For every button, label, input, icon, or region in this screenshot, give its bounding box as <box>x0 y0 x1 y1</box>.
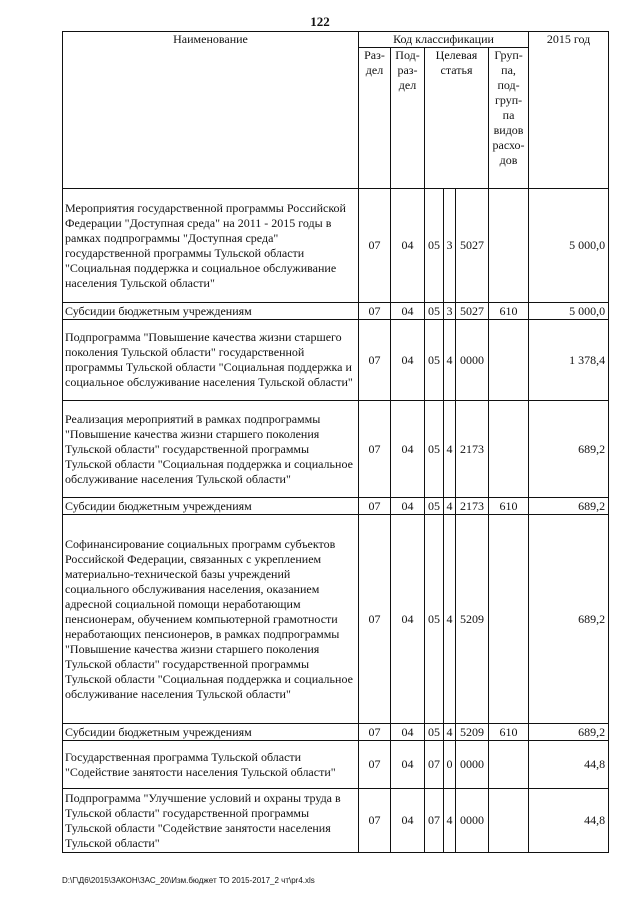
row-amount: 5 000,0 <box>529 189 609 303</box>
row-target-program: 05 <box>425 724 444 741</box>
row-name: Мероприятия государственной программы Российской Федерации "Доступная среда" на 2011 - 2015 годы в рамках подпрограммы "Доступная среда" государственной программы Тульской области "Социальная поддержка и социальное обслуживание населения Тульской области" <box>63 189 359 303</box>
row-target-subprogram: 4 <box>444 498 456 515</box>
table-row <box>63 741 609 789</box>
table-row <box>63 401 609 498</box>
row-target-subprogram: 3 <box>444 303 456 320</box>
header-podrazdel: Под- раз- дел <box>391 48 425 189</box>
row-razdel: 07 <box>359 515 391 724</box>
row-razdel: 07 <box>359 320 391 401</box>
file-path-footer: D:\Г\Д6\2015\ЗАКОН\ЗАС_20\Изм.бюджет ТО 2015-2017_2 чт\pr4.xls <box>62 876 315 885</box>
row-name: Субсидии бюджетным учреждениям <box>63 498 359 515</box>
row-amount: 689,2 <box>529 498 609 515</box>
row-target-subprogram: 4 <box>444 320 456 401</box>
row-name: Государственная программа Тульской области "Содействие занятости населения Тульской области" <box>63 741 359 789</box>
row-razdel: 07 <box>359 724 391 741</box>
row-expense-group: 610 <box>489 498 529 515</box>
row-podrazdel: 04 <box>391 320 425 401</box>
row-target-direction: 0000 <box>456 320 489 401</box>
row-amount: 689,2 <box>529 515 609 724</box>
header-year: 2015 год <box>529 32 609 189</box>
row-name: Субсидии бюджетным учреждениям <box>63 724 359 741</box>
header-razdel: Раз- дел <box>359 48 391 189</box>
row-target-direction: 5027 <box>456 303 489 320</box>
row-target-program: 05 <box>425 189 444 303</box>
row-target-direction: 0000 <box>456 789 489 853</box>
table-row <box>63 189 609 303</box>
row-podrazdel: 04 <box>391 189 425 303</box>
row-name: Подпрограмма "Повышение качества жизни старшего поколения Тульской области" государственной программы Тульской области "Социальная поддержка и социальное обслуживание населения Тульской области" <box>63 320 359 401</box>
row-razdel: 07 <box>359 303 391 320</box>
row-amount: 44,8 <box>529 789 609 853</box>
row-razdel: 07 <box>359 401 391 498</box>
row-target-subprogram: 4 <box>444 724 456 741</box>
header-target: Целевая статья <box>425 48 489 189</box>
row-name: Субсидии бюджетным учреждениям <box>63 303 359 320</box>
row-target-program: 05 <box>425 303 444 320</box>
row-razdel: 07 <box>359 789 391 853</box>
header-classification: Код классификации <box>359 32 529 48</box>
row-name: Подпрограмма "Улучшение условий и охраны труда в Тульской области" государственной программы Тульской области "Содействие занятости населения Тульской области" <box>63 789 359 853</box>
page-number: 122 <box>310 14 330 29</box>
row-target-direction: 2173 <box>456 401 489 498</box>
row-target-program: 05 <box>425 401 444 498</box>
row-expense-group <box>489 515 529 724</box>
budget-table <box>62 31 609 853</box>
row-target-program: 05 <box>425 320 444 401</box>
row-target-subprogram: 0 <box>444 741 456 789</box>
row-target-program: 05 <box>425 515 444 724</box>
row-expense-group <box>489 320 529 401</box>
table-row <box>63 515 609 724</box>
row-target-direction: 5027 <box>456 189 489 303</box>
row-razdel: 07 <box>359 189 391 303</box>
row-podrazdel: 04 <box>391 303 425 320</box>
row-target-subprogram: 4 <box>444 515 456 724</box>
row-podrazdel: 04 <box>391 498 425 515</box>
row-target-program: 07 <box>425 789 444 853</box>
row-expense-group <box>489 789 529 853</box>
row-podrazdel: 04 <box>391 741 425 789</box>
row-target-direction: 5209 <box>456 515 489 724</box>
row-target-subprogram: 4 <box>444 401 456 498</box>
row-podrazdel: 04 <box>391 789 425 853</box>
row-razdel: 07 <box>359 741 391 789</box>
row-amount: 44,8 <box>529 741 609 789</box>
row-target-subprogram: 4 <box>444 789 456 853</box>
header-name: Наименование <box>63 32 359 189</box>
row-target-direction: 2173 <box>456 498 489 515</box>
table-row <box>63 303 609 320</box>
row-amount: 5 000,0 <box>529 303 609 320</box>
row-podrazdel: 04 <box>391 401 425 498</box>
table-row <box>63 724 609 741</box>
row-expense-group <box>489 741 529 789</box>
row-expense-group <box>489 189 529 303</box>
table-row <box>63 320 609 401</box>
row-podrazdel: 04 <box>391 724 425 741</box>
row-target-direction: 0000 <box>456 741 489 789</box>
header-group: Груп- па, под- груп- па видов расхо- дов <box>489 48 529 189</box>
row-target-program: 05 <box>425 498 444 515</box>
row-target-subprogram: 3 <box>444 189 456 303</box>
row-target-direction: 5209 <box>456 724 489 741</box>
row-amount: 1 378,4 <box>529 320 609 401</box>
row-razdel: 07 <box>359 498 391 515</box>
row-name: Софинансирование социальных программ субъектов Российской Федерации, связанных с укреплением материально-технической базы учреждений социального обслуживания населения, оказанием адресной социальной помощи неработающим пенсионерам, обучением компьютерной грамотности неработающих пенсионеров, в рамках подпрограммы "Повышение качества жизни старшего поколения Тульской области" государственной программы Тульской области "Социальная поддержка и социальное обслуживание населения Тульской области" <box>63 515 359 724</box>
table-header-row <box>63 32 609 48</box>
row-name: Реализация мероприятий в рамках подпрограммы "Повышение качества жизни старшего поколения Тульской области" государственной программы Тульской области "Социальная поддержка и социальное обслуживание населения Тульской области" <box>63 401 359 498</box>
row-expense-group: 610 <box>489 724 529 741</box>
row-amount: 689,2 <box>529 401 609 498</box>
table-row <box>63 789 609 853</box>
row-expense-group <box>489 401 529 498</box>
row-expense-group: 610 <box>489 303 529 320</box>
table-row <box>63 498 609 515</box>
row-target-program: 07 <box>425 741 444 789</box>
row-amount: 689,2 <box>529 724 609 741</box>
row-podrazdel: 04 <box>391 515 425 724</box>
